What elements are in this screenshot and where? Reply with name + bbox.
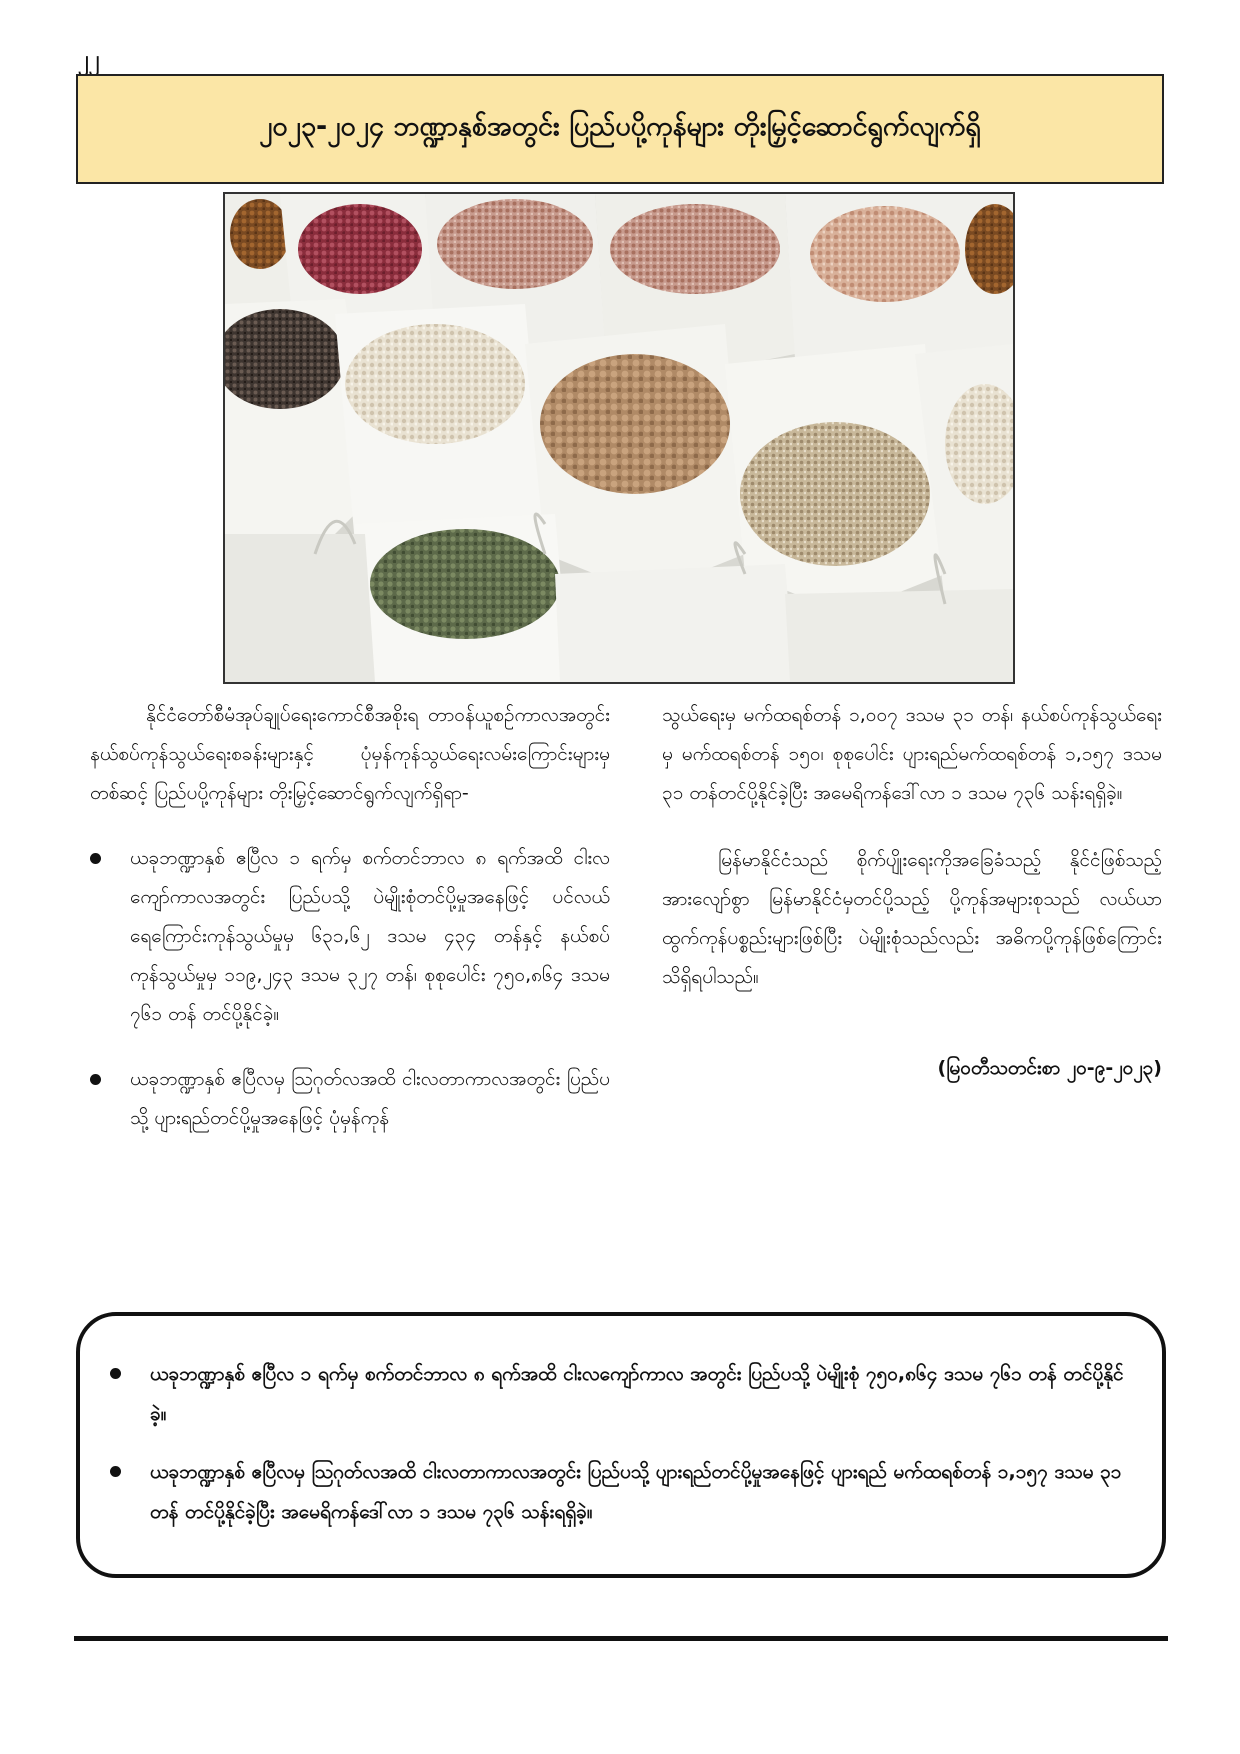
bottom-rule [74, 1636, 1168, 1641]
article-left-column [90, 696, 610, 1138]
beans-sacks-photo [223, 192, 1015, 684]
bullet-icon [110, 1368, 121, 1379]
article-bullet-1 [90, 839, 610, 1034]
article-source: (မြဝတီသတင်းစာ ၂၀-၉-၂၀၂၃) [937, 1057, 1162, 1079]
page-number: ၂၂ [78, 47, 100, 72]
headline-banner [76, 74, 1164, 184]
summary-item-1-text: ယခုဘဏ္ဍာနှစ် ဧပြီလ ၁ ရက်မှ စက်တင်ဘာလ ၈ ရက်အထိ ငါးလကျော်ကာလ အတွင်း ပြည်ပသို့ ပဲမျိုးစုံ ၇၅၀,၈၆၄ ဒသမ ၇၆၁ တန် တင်ပို့နိုင်ခဲ့။ [150, 1363, 1124, 1425]
article-right-column [662, 696, 1162, 1088]
article-bullet-2 [90, 1060, 610, 1138]
bullet-icon [110, 1466, 121, 1477]
summary-box [76, 1312, 1166, 1578]
summary-item-2-text: ယခုဘဏ္ဍာနှစ် ဧပြီလမှ ဩဂုတ်လအထိ ငါးလတာကာလအတွင်း ပြည်ပသို့ ပျားရည်တင်ပို့မှုအနေဖြင့် ပျားရည် မက်ထရစ်တန် ၁,၁၅၇ ဒသမ ၃၁ တန် တင်ပို့နိုင်ခဲ့ပြီး အမေရိကန်ဒေါ်လာ ၁ ဒသမ ၇၃၆ သန်းရရှိခဲ့။ [150, 1461, 1122, 1523]
summary-item-1 [110, 1354, 1132, 1434]
bullet-icon [90, 853, 101, 864]
article-bullet-1-text: ယခုဘဏ္ဍာနှစ် ဧပြီလ ၁ ရက်မှ စက်တင်ဘာလ ၈ ရက်အထိ ငါးလကျော်ကာလအတွင်း ပြည်ပသို့ ပဲမျိုးစုံတင်ပို့မှုအနေဖြင့် ပင်လယ်ရေကြောင်းကုန်သွယ်မှုမှ ၆၃၁,၆၂ ဒသမ ၄၃၄ တန်နှင့် နယ်စပ်ကုန်သွယ်မှုမှ ၁၁၉,၂၄၃ ဒသမ ၃၂၇ တန်၊ စုစုပေါင်း ၇၅၀,၈၆၄ ဒသမ ၇၆၁ တန် တင်ပို့နိုင်ခဲ့။ [130, 847, 610, 1025]
article-intro: နိုင်ငံတော်စီမံအုပ်ချုပ်ရေးကောင်စီအစိုးရ တာဝန်ယူစဉ်ကာလအတွင်း နယ်စပ်ကုန်သွယ်ရေးစခန်းများနှင့် ပုံမှန်ကုန်သွယ်ရေးလမ်းကြောင်းများမှတစ်ဆင့် ပြည်ပပို့ကုန်များ တိုးမြှင့်ဆောင်ရွက်လျက်ရှိရာ- [90, 704, 610, 804]
article-bullet-2-text: ယခုဘဏ္ဍာနှစ် ဧပြီလမှ ဩဂုတ်လအထိ ငါးလတာကာလအတွင်း ပြည်ပသို့ ပျားရည်တင်ပို့မှုအနေဖြင့် ပုံမှန်ကုန် [130, 1068, 610, 1129]
article-right-paragraph-1: သွယ်ရေးမှ မက်ထရစ်တန် ၁,၀၀၇ ဒသမ ၃၁ တန်၊ နယ်စပ်ကုန်သွယ်ရေးမှ မက်ထရစ်တန် ၁၅၀၊ စုစုပေါင်း ပျားရည်မက်ထရစ်တန် ၁,၁၅၇ ဒသမ ၃၁ တန်တင်ပို့နိုင်ခဲ့ပြီး အမေရိကန်ဒေါ်လာ ၁ ဒသမ ၇၃၆ သန်းရရှိခဲ့။ [662, 704, 1162, 804]
summary-item-2 [110, 1452, 1132, 1532]
bullet-icon [90, 1074, 101, 1085]
headline: ၂၀၂၃-၂၀၂၄ ဘဏ္ဍာနှစ်အတွင်း ပြည်ပပို့ကုန်များ တိုးမြှင့်ဆောင်ရွက်လျက်ရှိ [259, 111, 981, 142]
article-right-paragraph-2: မြန်မာနိုင်ငံသည် စိုက်ပျိုးရေးကိုအခြေခံသည့် နိုင်ငံဖြစ်သည့်အားလျော်စွာ မြန်မာနိုင်ငံမှတင်ပို့သည့် ပို့ကုန်အများစုသည် လယ်ယာထွက်ကုန်ပစ္စည်းများဖြစ်ပြီး ပဲမျိုးစုံသည်လည်း အဓိကပို့ကုန်ဖြစ်ကြောင်း သိရှိရပါသည်။ [662, 849, 1162, 988]
